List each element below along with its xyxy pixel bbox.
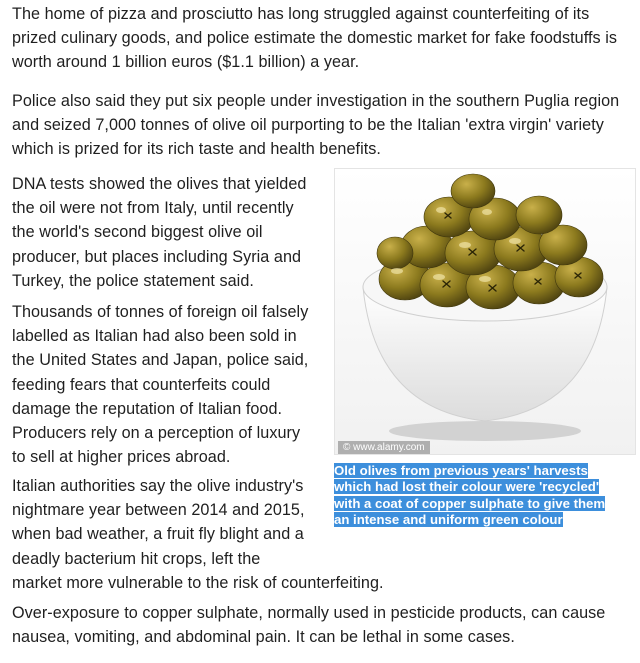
paragraph-counterfeiting (12, 2, 636, 75)
paragraph-investigation (12, 89, 636, 162)
text-line: the United States and Japan, police said, (12, 351, 309, 370)
text-line: deadly bacterium hit crops, left the (12, 549, 261, 568)
text-line: nightmare year between 2014 and 2015, (12, 501, 305, 520)
text-line: labelled as Italian had also been sold in (12, 327, 297, 346)
text-line: nausea, vomiting, and abdominal pain. It can be lethal in some cases. (12, 628, 515, 647)
text-line: Police also said they put six people under investigation in the southern Puglia region (12, 92, 620, 110)
text-line: prized culinary goods, and police estimate the domestic market for fake foodstuffs is (12, 29, 617, 48)
text-line: DNA tests showed the olives that yielded (12, 175, 307, 193)
text-line: when bad weather, a fruit fly blight and a (12, 525, 304, 544)
text-line: damage the reputation of Italian food. (12, 399, 283, 418)
text-line: which is prized for its rich taste and health benefits. (12, 140, 381, 159)
text-line: The home of pizza and prosciutto has long struggled against counterfeiting of its (12, 5, 590, 23)
caption-line: with a coat of copper sulphate to give them (334, 495, 606, 511)
text-line: feeding fears that counterfeits could (12, 375, 271, 394)
text-line: producer, but places including Syria and (12, 247, 302, 266)
caption-line: which had lost their colour were 'recycled' (334, 479, 599, 495)
text-line: Turkey, the police statement said. (12, 271, 254, 290)
paragraph-copper-sulphate (12, 601, 636, 649)
text-line: worth around 1 billion euros ($1.1 billion) a year. (12, 53, 360, 72)
text-line: and seized 7,000 tonnes of olive oil purporting to be the Italian 'extra virgin' variety (12, 116, 604, 135)
text-line: the oil were not from Italy, until recently (12, 199, 294, 218)
photo-caption (334, 463, 634, 529)
text-line: to sell at higher prices abroad. (12, 448, 231, 467)
caption-line: Old olives from previous years' harvests (334, 463, 588, 478)
olives-photo (334, 168, 636, 455)
paragraph-foreign-oil (12, 300, 324, 469)
olive-bowl-illustration (335, 169, 635, 454)
text-line: Producers rely on a perception of luxury (12, 424, 301, 443)
text-line: Over-exposure to copper sulphate, normally used in pesticide products, can cause (12, 604, 606, 622)
paragraph-dna-tests (12, 172, 324, 293)
text-line: Thousands of tonnes of foreign oil falsely (12, 303, 309, 321)
photo-watermark: © www.alamy.com (338, 441, 430, 454)
text-line: Italian authorities say the olive industry's (12, 477, 304, 495)
text-line: the world's second biggest olive oil (12, 223, 263, 242)
caption-line: an intense and uniform green colour (334, 512, 563, 528)
text-line: market more vulnerable to the risk of counterfeiting. (12, 573, 384, 592)
